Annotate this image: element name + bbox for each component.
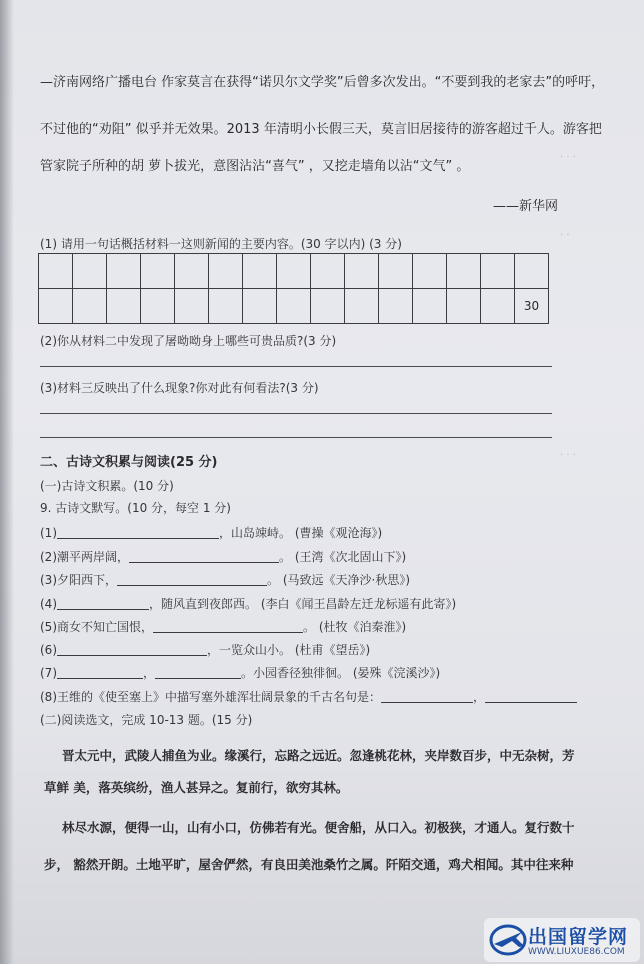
bleed-through-text: · ·	[560, 230, 570, 241]
poem-item-4: (4) ，随风直到夜郎西。 (李白《闻王昌龄左迁龙标遥有此寄》)	[40, 597, 457, 611]
grid-row	[39, 254, 549, 289]
blank-field[interactable]	[381, 689, 473, 703]
answer-line[interactable]	[40, 413, 552, 414]
answer-grid[interactable]	[38, 253, 549, 324]
passage-line-4: 步， 豁然开朗。土地平旷，屋舍俨然，有良田美池桑竹之属。阡陌交通，鸡犬相闻。其中往来种	[44, 857, 574, 872]
airplane-logo-icon	[488, 922, 528, 958]
subsection-heading: (一)古诗文积累。(10 分)	[40, 479, 174, 493]
poem-item-7: (7) ， 。小园香径独徘徊。 (晏殊《浣溪沙》)	[40, 666, 441, 680]
poem-item-1: (1) ，山岛竦峙。 (曹操《观沧海》)	[40, 526, 383, 540]
blank-field[interactable]	[155, 665, 241, 679]
blank-field[interactable]	[57, 642, 207, 656]
watermark-title: 出国留学网	[528, 926, 629, 948]
blank-field[interactable]	[153, 619, 303, 633]
news-source: ——新华网	[493, 199, 559, 214]
page-edge-shadow	[0, 0, 14, 964]
grid-count-label: 30	[515, 289, 549, 324]
blank-field[interactable]	[57, 525, 219, 539]
passage-line-1: 晋太元中，武陵人捕鱼为业。缘溪行，忘路之远近。忽逢桃花林，夹岸数百步，中无杂树，芳	[62, 748, 575, 763]
question-2: (2)你从材料二中发现了屠呦呦身上哪些可贵品质?(3 分)	[40, 334, 337, 348]
question-8: (8)王维的《使至塞上》中描写塞外雄浑壮阔景象的千古名句是： ，	[40, 689, 577, 705]
passage-line-3: 林尽水源，便得一山，山有小口，仿佛若有光。便舍船，从口入。初极狭，才通人。复行数十	[62, 820, 575, 835]
passage-line-2: 草鲜 美，落英缤纷，渔人甚异之。复前行，欲穷其林。	[44, 780, 349, 795]
question-1: (1) 请用一句话概括材料一这则新闻的主要内容。(30 字以内) (3 分)	[40, 237, 402, 251]
poem-item-6: (6) ，一览众山小。 (杜甫《望岳》)	[40, 643, 371, 657]
blank-field[interactable]	[485, 689, 577, 703]
news-line-3: 管家院子所种的胡 萝卜拔光，意图沾沾“喜气” ，又挖走墙角以沾“文气” 。	[40, 159, 470, 174]
bleed-through-text: · · ·	[560, 152, 576, 163]
news-line-2: 不过他的“劝阻” 似乎并无效果。2013 年清明小长假三天，莫言旧居接待的游客超过千人。游客把	[40, 122, 602, 137]
poem-item-2: (2)潮平两岸阔， 。 (王湾《次北固山下》)	[40, 550, 407, 564]
blank-field[interactable]	[57, 665, 143, 679]
answer-line[interactable]	[40, 437, 552, 438]
blank-field[interactable]	[117, 572, 267, 586]
blank-field[interactable]	[57, 596, 149, 610]
grid-row	[39, 289, 549, 324]
bleed-through-text: · · ·	[560, 450, 576, 461]
question-9: 9. 古诗文默写。(10 分，每空 1 分)	[40, 501, 231, 515]
poem-item-5: (5)商女不知亡国恨， 。 (杜牧《泊秦淮》)	[40, 620, 407, 634]
poem-item-3: (3)夕阳西下， 。 (马致远《天净沙·秋思》)	[40, 573, 411, 587]
section-heading: 二、古诗文积累与阅读(25 分)	[40, 455, 218, 470]
question-3: (3)材料三反映出了什么现象?你对此有何看法?(3 分)	[40, 381, 319, 395]
site-watermark	[484, 918, 640, 962]
news-line-1: —济南网络广播电台 作家莫言在获得“诺贝尔文学奖”后曾多次发出。“不要到我的老家去”的呼吁，	[40, 75, 605, 90]
blank-field[interactable]	[129, 549, 279, 563]
watermark-url: WWW.LIUXUE86.COM	[528, 947, 625, 957]
answer-line[interactable]	[40, 366, 552, 367]
subsection-heading: (二)阅读选文，完成 10-13 题。(15 分)	[40, 713, 253, 727]
